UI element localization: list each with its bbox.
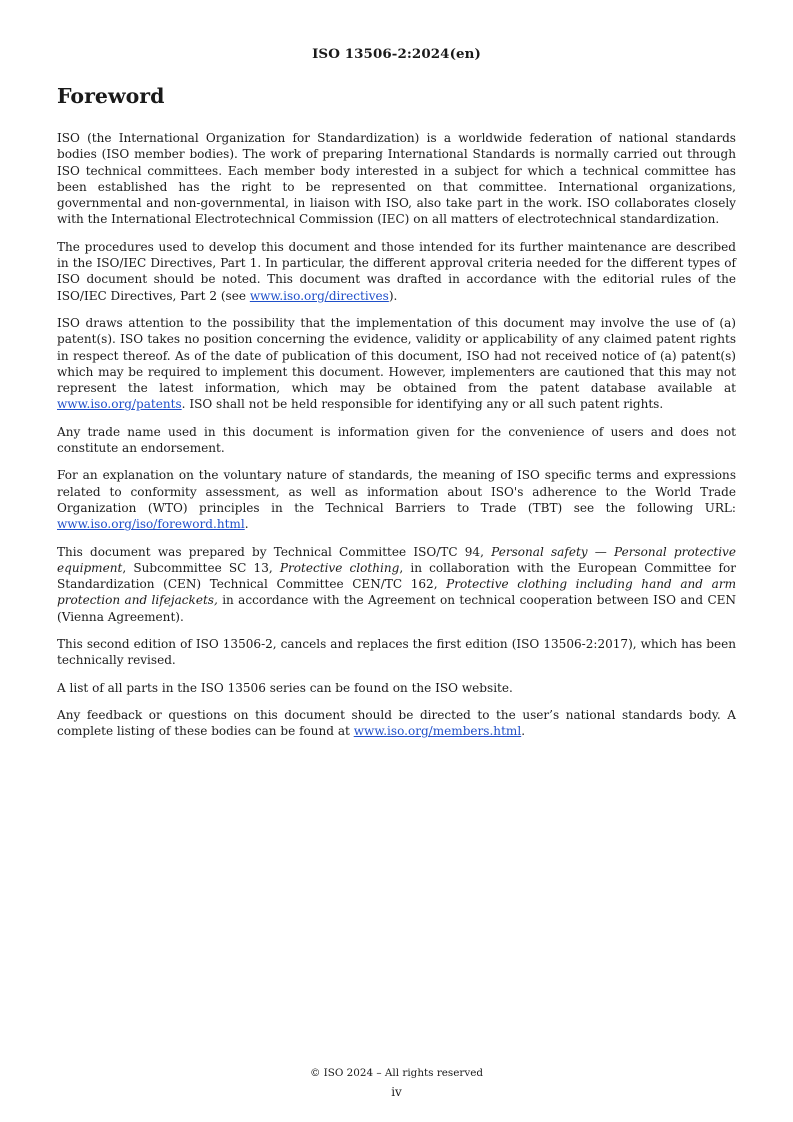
- cen-committee-title-italic: Protective clothing including hand and arm protection and lifejackets,: [57, 577, 737, 608]
- paragraph-text-end: .: [521, 724, 526, 739]
- paragraph-text: Any feedback or questions on this document should be directed to the user’s national standards body. A complete listing of these bodies can be found at: [57, 707, 736, 739]
- members-link[interactable]: www.iso.org/members.html: [353, 724, 522, 739]
- paragraph-text: ISO draws attention to the possibility that the implementation of this document may involve the use of (a) patent(s). ISO takes no position concerning the evidence, validity or applicability of any claimed patent rights in respect thereof. As of the date of publication of this document, ISO had not received notice of (a) patent(s) which may be required to implement this document. However, implementers are cautioned that this may not represent the latest information, which may be obtained from the patent database available at: [57, 315, 736, 396]
- page-number: iv: [391, 1085, 402, 1099]
- paragraph-voluntary-nature: [57, 467, 736, 532]
- paragraph-text-end: . ISO shall not be held responsible for identifying any or all such patent rights.: [181, 397, 664, 412]
- paragraph-text-end: .: [244, 517, 249, 532]
- paragraph-text-end: ).: [388, 288, 398, 303]
- paragraph-patents: [57, 315, 736, 413]
- paragraph-parts-list: A list of all parts in the ISO 13506 series can be found on the ISO website.: [57, 680, 513, 695]
- paragraph-edition: This second edition of ISO 13506-2, cancels and replaces the first edition (ISO 13506-2:2017), which has been technically revised.: [57, 637, 736, 668]
- paragraph-feedback: [57, 707, 736, 740]
- paragraph-text: For an explanation on the voluntary nature of standards, the meaning of ISO specific terms and expressions related to conformity assessment, as well as information about ISO's adherence to the World Trade Organization (WTO) principles in the Technical Barriers to Trade (TBT) see the following URL:: [57, 468, 736, 515]
- committee-text-e: , in collaboration with the European Committee for Standardization (CEN) Technical Committee CEN/TC 162,: [57, 560, 737, 592]
- committee-text-c: , Subcommittee SC 13,: [122, 560, 280, 575]
- patents-link[interactable]: www.iso.org/patents: [57, 397, 182, 412]
- paragraph-trade-name: Any trade name used in this document is information given for the convenience of users and does not constitute an endorsement.: [57, 424, 736, 456]
- directives-link[interactable]: www.iso.org/directives: [249, 288, 389, 303]
- committee-text-a: This document was prepared by Technical Committee ISO/TC 94,: [57, 544, 492, 559]
- copyright-notice: © ISO 2024 – All rights reserved: [309, 1067, 484, 1079]
- subcommittee-title-italic: Protective clothing: [279, 560, 400, 575]
- foreword-link[interactable]: www.iso.org/iso/foreword.html: [57, 517, 245, 532]
- page-footer: [0, 1066, 793, 1100]
- paragraph-text: The procedures used to develop this document and those intended for its further maintenance are described in the ISO/IEC Directives, Part 1. In particular, the different approval criteria needed for the different types of ISO document should be noted. This document was drafted in accordance with the editorial rules of the ISO/IEC Directives, Part 2 (see: [57, 239, 736, 303]
- foreword-body: [57, 130, 736, 751]
- paragraph-committee: [57, 544, 736, 625]
- paragraph-procedures: [57, 239, 736, 304]
- committee-title-italic: Personal safety — Personal protective equipment: [57, 544, 736, 575]
- page-title: Foreword: [57, 84, 165, 108]
- paragraph-iso-intro: ISO (the International Organization for Standardization) is a worldwide federation of national standards bodies (ISO member bodies). The work of preparing International Standards is normally carried out through ISO technical committees. Each member body interested in a subject for which a technical committee has been established has the right to be represented on that committee. International organizations, governmental and non-governmental, in liaison with ISO, also take part in the work. ISO collaborates closely with the International Electrotechnical Commission (IEC) on all matters of electrotechnical standardization.: [57, 131, 736, 227]
- document-header: ISO 13506-2:2024(en): [312, 46, 481, 62]
- committee-text-g: in accordance with the Agreement on technical cooperation between ISO and CEN (Vienna Agreement).: [57, 593, 736, 624]
